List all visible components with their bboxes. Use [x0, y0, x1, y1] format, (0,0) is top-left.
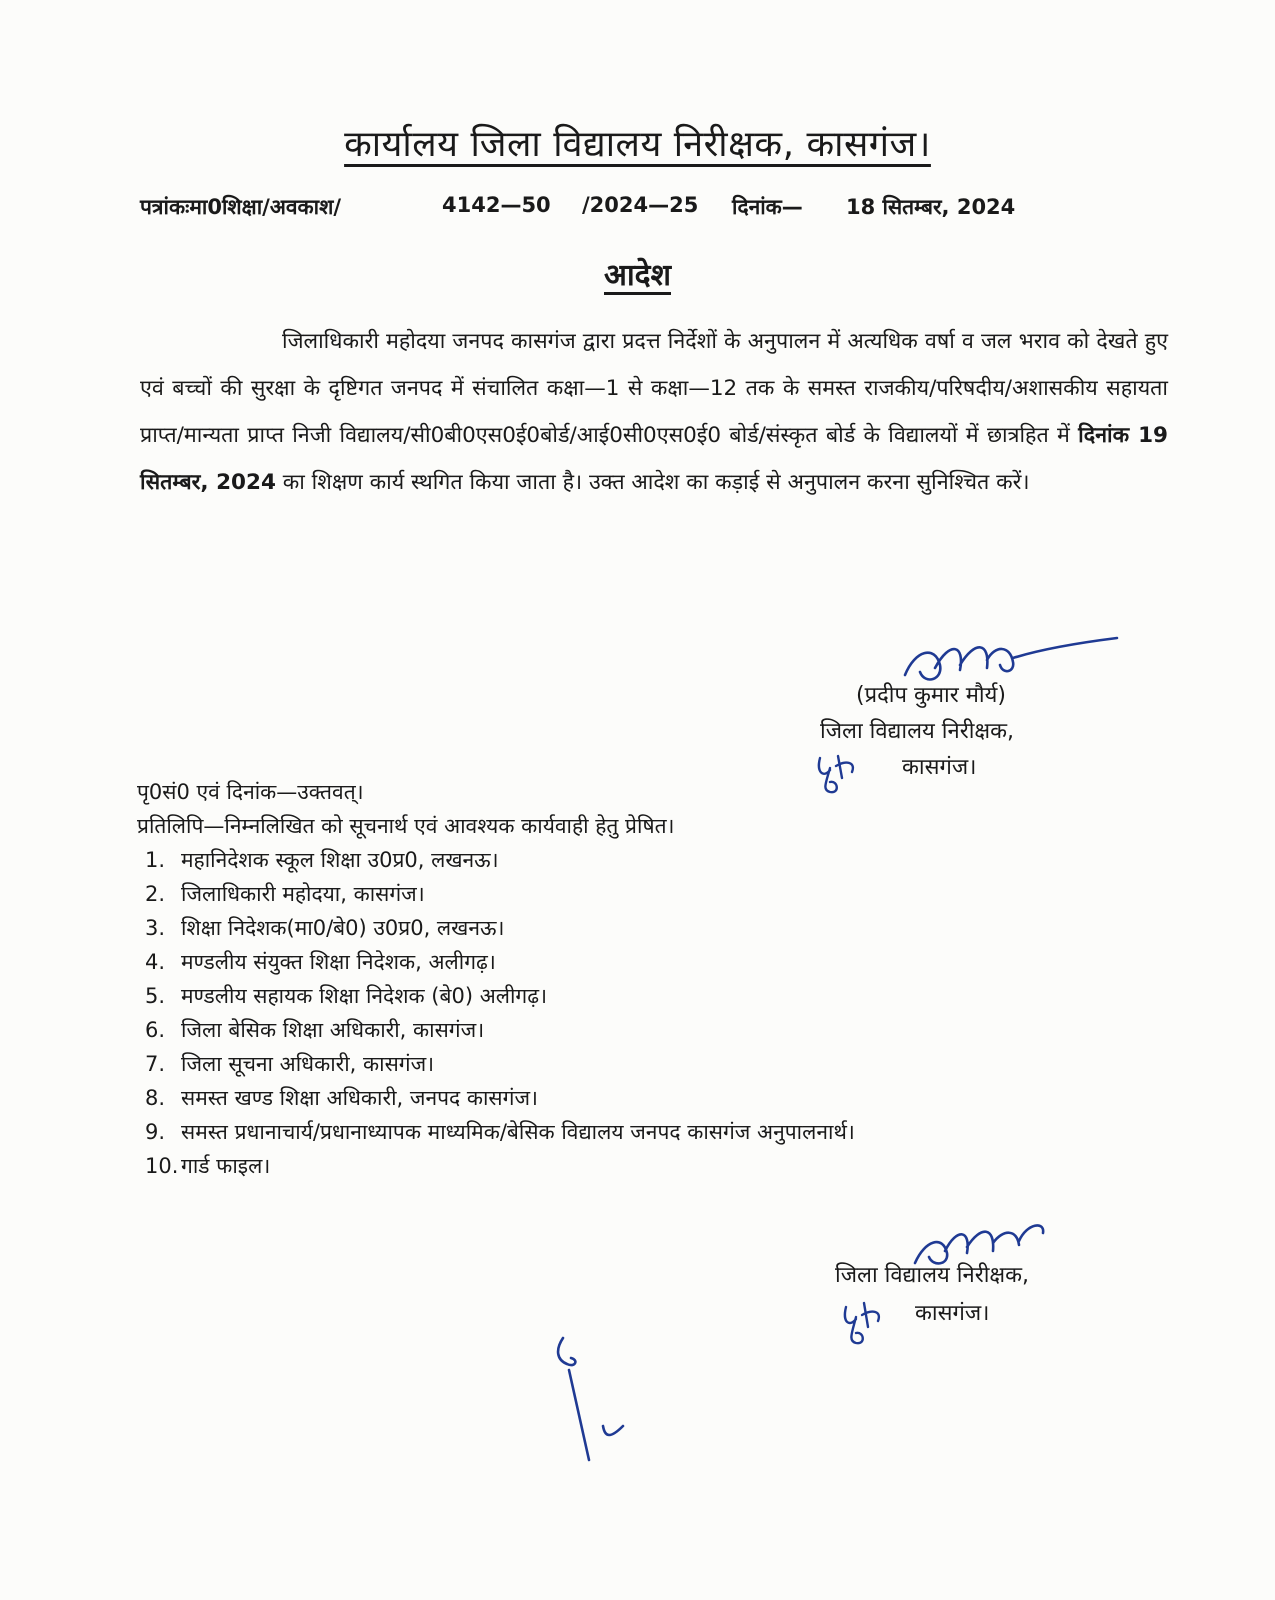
signatory-designation: जिला विद्यालय निरीक्षक,	[835, 1263, 1030, 1288]
list-item: 7. जिला सूचना अधिकारी, कासगंज।	[145, 1052, 435, 1076]
reference-date: 18 सितम्बर, 2024	[846, 195, 1016, 219]
list-item: 1. महानिदेशक स्कूल शिक्षा उ0प्र0, लखनऊ।	[145, 848, 499, 872]
signatory-designation: जिला विद्यालय निरीक्षक,	[820, 719, 1015, 744]
list-item: 6. जिला बेसिक शिक्षा अधिकारी, कासगंज।	[145, 1018, 485, 1042]
signatory-place: कासगंज।	[915, 1301, 990, 1326]
list-item: 3. शिक्षा निदेशक(मा0/बे0) उ0प्र0, लखनऊ।	[145, 916, 505, 940]
order-body-date-bold: दिनांक 19 सितम्बर, 2024	[140, 423, 1168, 495]
signature-block-2	[835, 1257, 1155, 1333]
order-body	[140, 318, 1168, 506]
signature-block-1	[820, 678, 1140, 786]
list-item: 8. समस्त खण्ड शिक्षा अधिकारी, जनपद कासगंज।	[145, 1086, 538, 1110]
copy-distribution	[137, 775, 1177, 1183]
signatory-place: कासगंज।	[902, 755, 977, 780]
order-title: आदेश	[604, 258, 671, 293]
copy-intro: प्रतिलिपि—निम्नलिखित को सूचनार्थ एवं आवश्यक कार्यवाही हेतु प्रेषित।	[137, 814, 675, 838]
pen-mark-icon	[545, 1330, 635, 1470]
reference-session: /2024—25	[582, 193, 699, 217]
reference-number: 4142—50	[442, 193, 551, 217]
office-title: कार्यालय जिला विद्यालय निरीक्षक, कासगंज।	[344, 124, 931, 165]
reference-date-label: दिनांक—	[732, 195, 803, 219]
order-body-text-1: जिलाधिकारी महोदया जनपद कासगंज द्वारा प्रदत्त निर्देशों के अनुपालन में अत्यधिक वर्षा व जल भराव को देखते हुए एवं बच्चों की सुरक्षा के दृष्टिगत जनपद में संचालित कक्षा—1 से कक्षा—12 तक के समस्त राजकीय/परिषदीय/अशासकीय सहायता प्राप्त/मान्यता प्राप्त निजी विद्यालय/सी0बी0एस0ई0बोर्ड/आई0सी0एस0ई0 बोर्ड/संस्कृत बोर्ड के विद्यालयों में छात्रहित में	[140, 329, 1168, 448]
copy-reference-line: पृ0सं0 एवं दिनांक—उक्तवत्।	[137, 780, 364, 804]
order-body-text-2: का शिक्षण कार्य स्थगित किया जाता है। उक्त आदेश का कड़ाई से अनुपालन करना सुनिश्चित करें।	[282, 470, 1030, 495]
list-item: 2. जिलाधिकारी महोदया, कासगंज।	[145, 882, 425, 906]
copy-recipient-list	[137, 843, 1177, 1183]
list-item: 5. मण्डलीय सहायक शिक्षा निदेशक (बे0) अलीगढ़।	[145, 984, 548, 1008]
reference-prefix: पत्रांकःमा0शिक्षा/अवकाश/	[140, 195, 342, 219]
signatory-name: (प्रदीप कुमार मौर्य)	[856, 683, 1006, 708]
list-item: 9. समस्त प्रधानाचार्य/प्रधानाध्यापक माध्यमिक/बेसिक विद्यालय जनपद कासगंज अनुपालनार्थ।	[145, 1120, 855, 1144]
list-item: 10. गार्ड फाइल।	[145, 1154, 271, 1178]
list-item: 4. मण्डलीय संयुक्त शिक्षा निदेशक, अलीगढ़।	[145, 950, 496, 974]
